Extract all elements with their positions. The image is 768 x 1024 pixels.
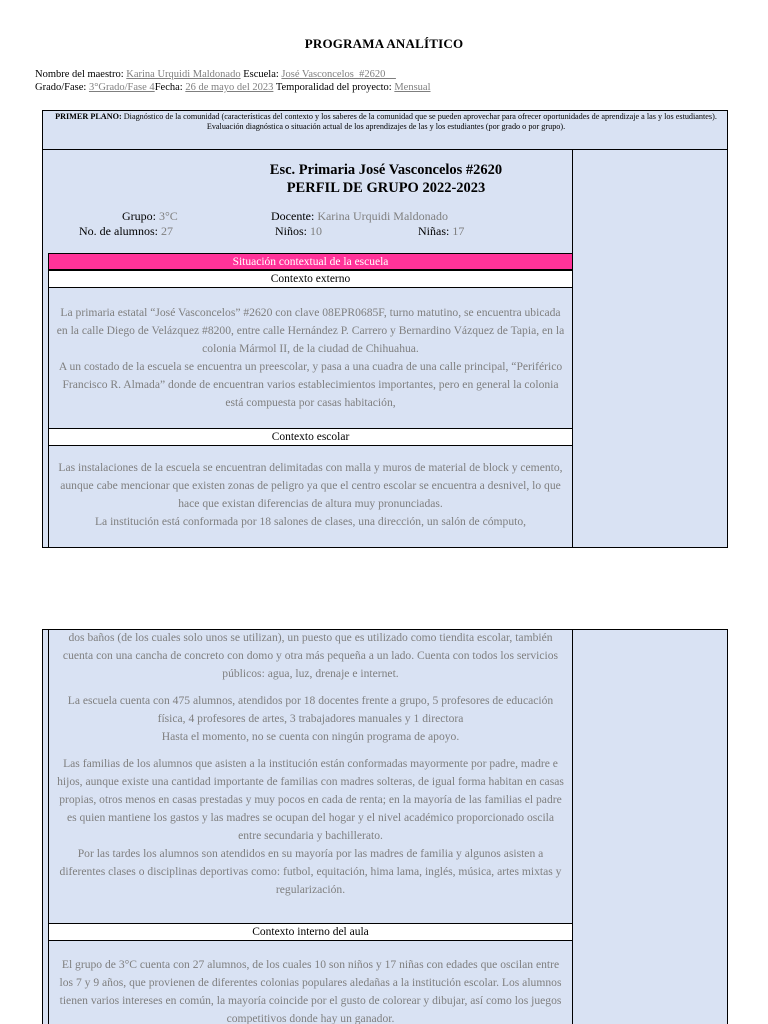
escolar-paragraph-6: Las familias de los alumnos que asisten a la institución están conformadas mayormente por padre, madre e hijos, aunque existe una cantidad importante de familias con madres solteras, de igual forma habitan en casas propias, otros menos en casas prestadas y muy pocos en cada de renta; en la mayoría de las familias el padre es quien mantiene los gastos y las madres se ocupan del hogar y el nivel académico proporcionado oscila entre secundaria y bachillerato. <box>57 757 564 842</box>
school-name: Esc. Primaria José Vasconcelos #2620 <box>269 162 503 178</box>
docente-label: Docente: <box>271 209 315 223</box>
externo-paragraph-1: La primaria estatal “José Vasconcelos” #2620 con clave 08EPR0685F, turno matutino, se encuentra ubicada en la calle Diego de Velázquez #8200, entre calle Hernández P. Carrero y Bernardino Vázquez de Tapia, en la colonia Mármol II, de la ciudad de Chihuahua. <box>56 306 565 355</box>
page-2-table <box>42 629 728 1024</box>
girls-label: Niñas: <box>418 224 450 238</box>
escolar-paragraph-5: Hasta el momento, no se cuenta con ningún programa de apoyo. <box>161 730 460 743</box>
page-1-table <box>42 110 728 548</box>
meta-line-2 <box>35 82 431 93</box>
externo-header: Contexto externo <box>48 270 573 288</box>
interno-header: Contexto interno del aula <box>48 923 573 941</box>
docente-value: Karina Urquidi Maldonado <box>317 209 448 223</box>
context-table <box>48 253 573 548</box>
students-value: 27 <box>161 224 173 238</box>
escolar-header: Contexto escolar <box>48 428 573 446</box>
escolar-text-page-1 <box>48 446 573 548</box>
girls-value: 17 <box>452 224 465 238</box>
period-value: Mensual <box>394 82 431 93</box>
group-label: Grupo: <box>122 209 156 223</box>
plano-text: Diagnóstico de la comunidad (características del contexto y los saberes de la comunidad que se pueden aprovechar para ofrecer oportunidades de aprendizaje a las y los estudiantes). Evaluación diagnóstica o situación actual de los aprendizajes de las y los estudiantes (por grado o por grupo). <box>123 112 717 131</box>
girls-info <box>418 224 464 239</box>
externo-text <box>48 288 573 428</box>
situacion-header: Situación contextual de la escuela <box>48 253 573 270</box>
context-table-continued <box>48 629 573 1024</box>
boys-value: 10 <box>310 224 323 238</box>
boys-label: Niños: <box>275 224 308 238</box>
escolar-paragraph-1: Las instalaciones de la escuela se encuentran delimitadas con malla y muros de material de block y cemento, aunque cabe mencionar que existen zonas de peligro ya que el centro escolar se encuentra a desnivel, lo que hace que existan diferencias de altura muy pronunciadas. <box>58 461 563 510</box>
escolar-paragraph-3: dos baños (de los cuales solo unos se utilizan), un puesto que es utilizado como tiendita escolar, también cuenta con una cancha de concreto con domo y otra más pequeña a un lado. Cuenta con todos los servicios públicos: agua, luz, drenaje e internet. <box>62 631 559 680</box>
grade-value: 3°Grado/Fase 4 <box>88 82 155 93</box>
escolar-paragraph-4: La escuela cuenta con 475 alumnos, atendidos por 18 docentes frente a grupo, 5 profesores de educación física, 4 profesores de artes, 3 trabajadores manuales y 1 directora <box>67 694 554 725</box>
date-value: 26 de mayo del 2023 <box>185 82 274 93</box>
primer-plano <box>43 111 728 150</box>
school-label: Escuela: <box>243 69 279 80</box>
students-label: No. de alumnos: <box>79 224 158 238</box>
meta-line-1 <box>35 69 396 80</box>
date-label: Fecha: <box>154 82 183 93</box>
interno-text <box>48 941 573 1024</box>
boys-info <box>275 224 322 239</box>
profile-subtitle: PERFIL DE GRUPO 2022-2023 <box>286 180 486 196</box>
group-info <box>122 209 178 224</box>
document-title: PROGRAMA ANALÍTICO <box>304 36 464 51</box>
period-label: Temporalidad del proyecto: <box>275 82 392 93</box>
grade-label: Grado/Fase: <box>35 82 87 93</box>
plano-label: PRIMER PLANO: <box>55 112 122 121</box>
externo-paragraph-2: A un costado de la escuela se encuentra un preescolar, y pasa a una cuadra de una calle principal, “Periférico Francisco R. Almada” donde de encuentran varios establecimientos importantes, pero en general la colonia está compuesta por casas habitación, <box>58 360 563 409</box>
escolar-paragraph-2: La institución está conformada por 18 salones de clases, una dirección, un salón de cómputo, <box>94 515 527 528</box>
docente-info <box>271 209 448 224</box>
students-info <box>79 224 173 239</box>
school-value: José Vasconcelos_#2620__ <box>281 69 396 80</box>
interno-paragraph-1: El grupo de 3°C cuenta con 27 alumnos, de los cuales 10 son niños y 17 niñas con edades que oscilan entre los 7 y 9 años, que provienen de diferentes colonias populares aledañas a la institución escolar. Los alumnos tienen varios intereses en común, la mayoría coincide por el gusto de colorear y dibujar, así como los juegos competitivos donde hay un ganador. <box>59 958 562 1024</box>
escolar-text-page-2 <box>48 629 573 926</box>
escolar-paragraph-7: Por las tardes los alumnos son atendidos en su mayoría por las madres de familia y algunos asisten a diferentes clases o disciplinas deportivas como: futbol, equitación, hima lama, inglés, música, artes mixtas y regularización. <box>59 847 562 896</box>
teacher-label: Nombre del maestro: <box>35 69 124 80</box>
teacher-value: Karina Urquidi Maldonado <box>126 69 241 80</box>
group-value: 3°C <box>159 209 178 223</box>
